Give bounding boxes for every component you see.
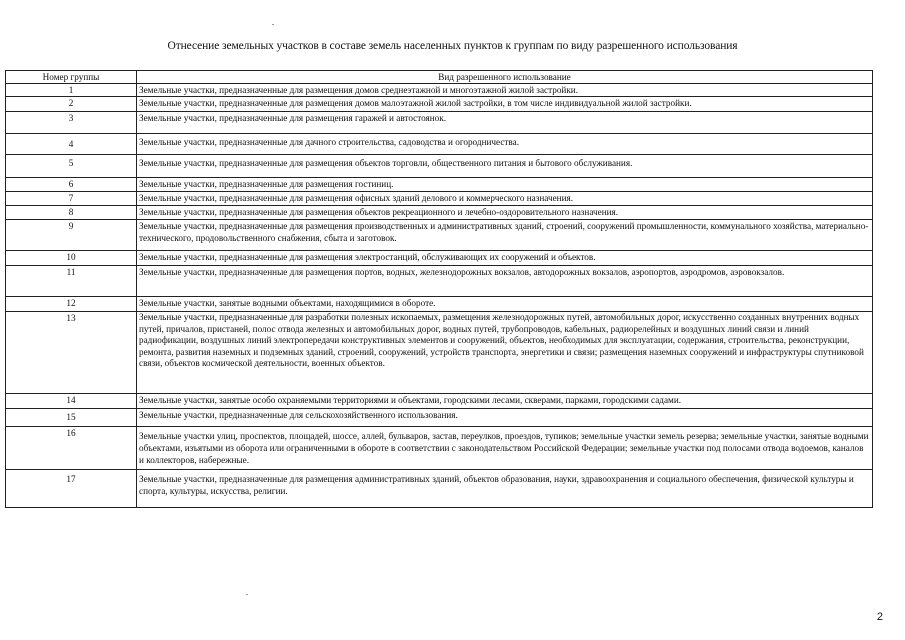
- table-row: [6, 192, 873, 206]
- table-row: [6, 427, 873, 470]
- group-number-cell: 9: [6, 220, 137, 251]
- group-number-cell: 5: [6, 155, 137, 178]
- table-row: [6, 134, 873, 155]
- permitted-use-cell: Земельные участки, предназначенные для размещения офисных зданий делового и коммерческого назначения.: [137, 192, 873, 206]
- permitted-use-cell: Земельные участки, предназначенные для дачного строительства, садоводства и огородничества.: [137, 134, 873, 155]
- table-row: [6, 112, 873, 134]
- permitted-use-cell: Земельные участки, предназначенные для размещения гостиниц.: [137, 178, 873, 192]
- group-number-cell: 16: [6, 427, 137, 470]
- table-row: [6, 394, 873, 409]
- permitted-use-cell: Земельные участки, предназначенные для размещения домов малоэтажной жилой застройки, в том числе индивидуальной жилой застройки.: [137, 97, 873, 112]
- table-row: [6, 266, 873, 297]
- permitted-use-cell: Земельные участки, занятые особо охраняемыми территориями и объектами, городскими лесами, скверами, парками, городскими садами.: [137, 394, 873, 409]
- group-number-cell: 12: [6, 297, 137, 312]
- scan-speck: [272, 24, 274, 25]
- permitted-use-cell: Земельные участки, предназначенные для размещения гаражей и автостоянок.: [137, 112, 873, 134]
- group-number-cell: 2: [6, 97, 137, 112]
- group-number-cell: 10: [6, 251, 137, 266]
- group-number-cell: 14: [6, 394, 137, 409]
- header-permitted-use: Вид разрешенного использование: [137, 71, 873, 84]
- permitted-use-cell: Земельные участки, предназначенные для размещения административных зданий, объектов образования, науки, здравоохранения и социального обеспечения, физической культуры и спорта, культуры, искусства, религии.: [137, 470, 873, 508]
- group-number-cell: 4: [6, 134, 137, 155]
- permitted-use-cell: Земельные участки, предназначенные для размещения домов среднеэтажной и многоэтажной жилой застройки.: [137, 84, 873, 97]
- permitted-use-cell: Земельные участки, предназначенные для сельскохозяйственного использования.: [137, 409, 873, 427]
- table-row: [6, 409, 873, 427]
- permitted-use-cell: Земельные участки, предназначенные для размещения электростанций, обслуживающих их сооружений и объектов.: [137, 251, 873, 266]
- table-row: [6, 178, 873, 192]
- table-row: [6, 297, 873, 312]
- permitted-use-cell: Земельные участки, предназначенные для разработки полезных ископаемых, размещения железнодорожных путей, автомобильных дорог, искусственно созданных внутренних водных путей, причалов, пристаней, полос отвода железных и автомобильных дорог, водных путей, трубопроводов, кабельных, радиорелейных и воздушных линий связи и линий радиофикации, воздушных линий электропередачи конструктивных элементов и сооружений, объектов, необходимых для эксплуатации, содержания, строительства, реконструкции, ремонта, развития наземных и подземных зданий, строений, сооружений, устройств транспорта, энергетики и связи; размещения наземных сооружений и инфраструктуры спутниковой связи, объектов космической деятельности, военных объектов.: [137, 312, 873, 394]
- group-number-cell: 11: [6, 266, 137, 297]
- table-header-row: [6, 71, 873, 84]
- land-groups-table: [5, 70, 873, 508]
- page-number: 2: [876, 611, 883, 623]
- group-number-cell: 7: [6, 192, 137, 206]
- permitted-use-cell: Земельные участки, предназначенные для размещения производственных и административных зданий, строений, сооружений промышленности, коммунального хозяйства, материально-технического, продовольственного снабжения, сбыта и заготовок.: [137, 220, 873, 251]
- permitted-use-cell: Земельные участки, предназначенные для размещения объектов торговли, общественного питания и бытового обслуживания.: [137, 155, 873, 178]
- permitted-use-cell: Земельные участки, предназначенные для размещения портов, водных, железнодорожных вокзалов, автодорожных вокзалов, аэропортов, аэродромов, аэровокзалов.: [137, 266, 873, 297]
- table-row: [6, 84, 873, 97]
- group-number-cell: 1: [6, 84, 137, 97]
- group-number-cell: 13: [6, 312, 137, 394]
- document-title: Отнесение земельных участков в составе земель населенных пунктов к группам по виду разрешенного использования: [167, 40, 738, 52]
- permitted-use-cell: Земельные участки улиц, проспектов, площадей, шоссе, аллей, бульваров, застав, переулков, проездов, тупиков; земельные участки земель резерва; земельные участки, занятые водными объектами, изъятыми из оборота или ограниченными в обороте в соответствии с законодательством Российской Федерации; земельные участки под полосами отвода водоемов, каналов и коллекторов, набережные.: [137, 427, 873, 470]
- group-number-cell: 17: [6, 470, 137, 508]
- group-number-cell: 15: [6, 409, 137, 427]
- table-row: [6, 251, 873, 266]
- group-number-cell: 8: [6, 206, 137, 220]
- table-row: [6, 155, 873, 178]
- table-row: [6, 97, 873, 112]
- table-row: [6, 470, 873, 508]
- group-number-cell: 3: [6, 112, 137, 134]
- permitted-use-cell: Земельные участки, занятые водными объектами, находящимися в обороте.: [137, 297, 873, 312]
- group-number-cell: 6: [6, 178, 137, 192]
- table-row: [6, 220, 873, 251]
- header-group-number: Номер группы: [6, 71, 137, 84]
- permitted-use-cell: Земельные участки, предназначенные для размещения объектов рекреационного и лечебно-оздоровительного назначения.: [137, 206, 873, 220]
- scan-speck: [246, 594, 248, 595]
- table-row: [6, 206, 873, 220]
- table-row: [6, 312, 873, 394]
